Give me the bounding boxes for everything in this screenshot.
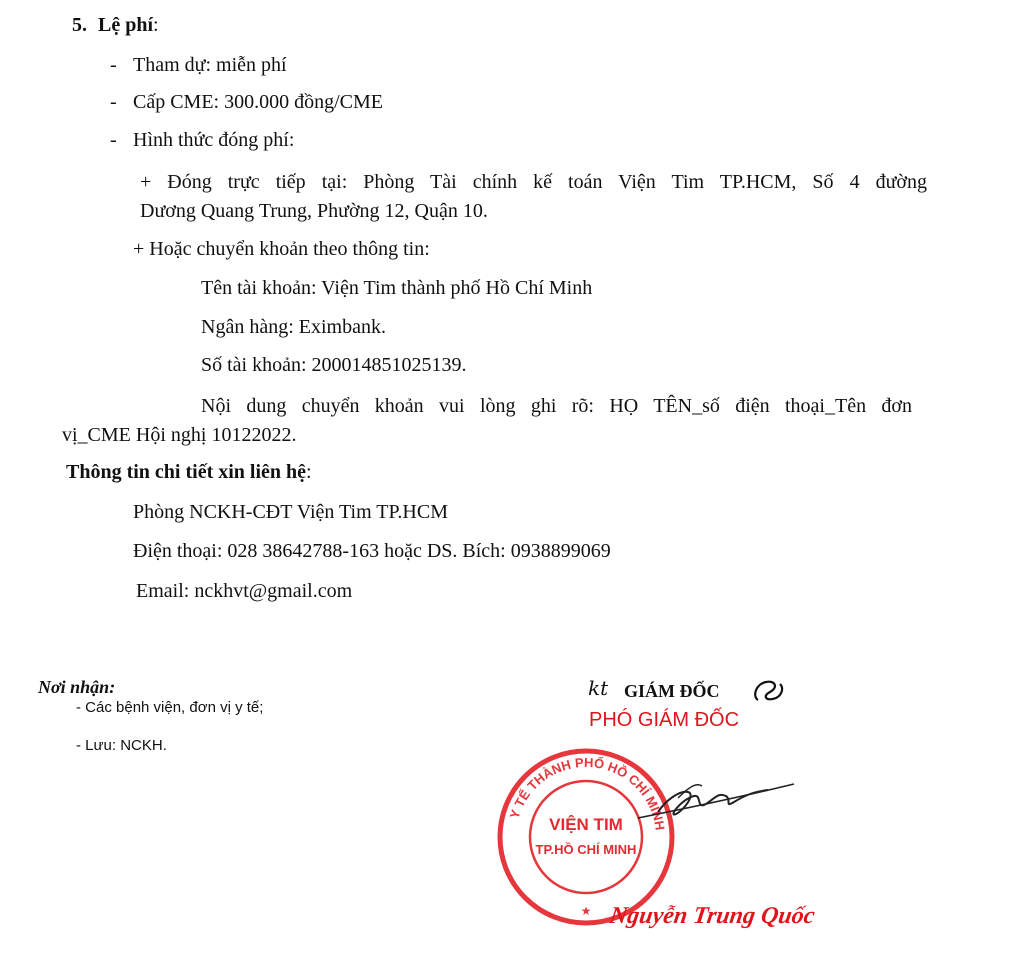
contact-title-colon: :	[306, 461, 312, 483]
handwritten-signature-icon	[618, 770, 798, 840]
fee-item-attendance: Tham dự: miễn phí	[133, 54, 287, 76]
section-title: Lệ phí	[98, 14, 154, 36]
contact-heading	[66, 460, 312, 484]
bullet-dash: -	[110, 129, 117, 151]
fee-item-payment-method: Hình thức đóng phí:	[133, 129, 295, 151]
transfer-note-line-1: Nội dung chuyển khoản vui lòng ghi rõ: HỌ TÊN_số điện thoại_Tên đơn	[201, 395, 912, 417]
transfer-intro: + Hoặc chuyển khoản theo thông tin:	[133, 238, 430, 260]
seal-ring-text: Y TẾ THÀNH PHỐ HỒ CHÍ MINH	[506, 754, 668, 832]
recipients-title: Nơi nhận:	[38, 677, 116, 697]
direct-payment-line-1: + Đóng trực tiếp tại: Phòng Tài chính kế toán Viện Tim TP.HCM, Số 4 đường	[140, 171, 927, 193]
contact-office: Phòng NCKH-CĐT Viện Tim TP.HCM	[133, 501, 448, 523]
seal-star-icon: ★	[580, 904, 592, 918]
bullet-dash: -	[110, 91, 117, 113]
account-name: Tên tài khoản: Viện Tim thành phố Hồ Chí Minh	[201, 277, 593, 299]
signer-name: Nguyễn Trung Quốc	[608, 903, 817, 929]
direct-payment-line-2: Dương Quang Trung, Phường 12, Quận 10.	[140, 200, 488, 222]
director-title: GIÁM ĐỐC	[624, 681, 720, 701]
section-5-heading	[72, 13, 159, 37]
recipient-item: - Các bệnh viện, đơn vị y tế;	[76, 699, 264, 716]
contact-title: Thông tin chi tiết xin liên hệ	[66, 461, 307, 483]
handwritten-mark-icon	[750, 674, 790, 708]
recipient-item: - Lưu: NCKH.	[76, 737, 167, 754]
section-title-colon: :	[153, 14, 159, 36]
handwritten-kt: kt	[588, 676, 609, 700]
seal-center-line-1: VIỆN TIM	[549, 815, 623, 834]
fee-item-cme: Cấp CME: 300.000 đồng/CME	[133, 91, 384, 113]
bullet-dash: -	[110, 54, 117, 76]
section-number: 5.	[72, 14, 87, 36]
bank-name: Ngân hàng: Eximbank.	[201, 316, 386, 338]
deputy-director-title: PHÓ GIÁM ĐỐC	[589, 709, 740, 731]
account-number: Số tài khoản: 200014851025139.	[201, 354, 467, 376]
contact-phone: Điện thoại: 028 38642788-163 hoặc DS. Bích: 0938899069	[133, 540, 611, 562]
contact-email: Email: nckhvt@gmail.com	[136, 580, 353, 602]
transfer-note-line-2: vị_CME Hội nghị 10122022.	[62, 424, 297, 446]
seal-center-line-2: TP.HỒ CHÍ MINH	[535, 842, 637, 857]
